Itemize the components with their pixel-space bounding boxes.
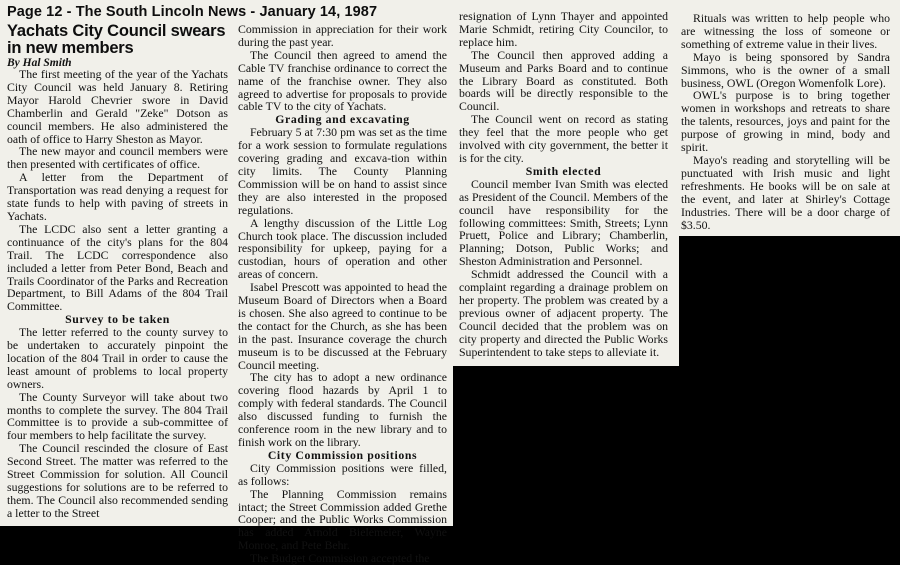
paragraph: Rituals was written to help people who are witnessing the loss of someone or something of extreme value in their lives. xyxy=(681,11,890,51)
paragraph: The Council went on record as stating they feel that the more people who get involved with city government, the better it is for the city. xyxy=(459,112,668,165)
column-3 xyxy=(459,10,668,360)
paragraph: City Commission positions were filled, as follows: xyxy=(238,460,447,488)
paragraph: OWL's purpose is to bring together women in workshops and retreats to share the talents, resources, joys and paint for the purpose of growing in mind, body and spirit. xyxy=(681,88,890,155)
paragraph: Isabel Prescott was appointed to head the Museum Board of Directors when a Board is chosen. She also agreed to continue to be the contact for the Church, as she has been in the past. Insurance coverage the church museum is to be discussed at the February Council meeting. xyxy=(238,280,447,372)
paragraph: The Council then approved adding a Museum and Parks Board and to continue the Library Board as constituted. Both boards will be directly responsible to the Council. xyxy=(459,47,668,114)
subheading-survey: Survey to be taken xyxy=(65,312,170,327)
paragraph: The letter referred to the county survey to be undertaken to accurately pinpoint the location of the 804 Trail in order to cause the least amount of problems to local property owners. xyxy=(7,325,228,391)
column-1 xyxy=(7,68,228,526)
subheading-smith: Smith elected xyxy=(525,163,602,178)
paragraph: The County Surveyor will take about two months to complete the survey. The 804 Trail Committee is to provide a sub-committee of four members to help facilitate the survey. xyxy=(7,389,228,443)
paragraph: The Planning Commission remains intact; the Street Commission added Grethe Cooper; and the Public Works Commission has added Arnold Bielemeier, Wayne Monroe, and Pete Behr. xyxy=(238,486,447,553)
paragraph: Mayo is being sponsored by Sandra Simmons, who is the owner of a small business, OWL (Oregon Womenfolk Lore). xyxy=(681,49,890,90)
paragraph: resignation of Lynn Thayer and appointed Marie Schmidt, retiring City Councilor, to replace him. xyxy=(459,9,668,49)
paragraph: Council member Ivan Smith was elected as President of the Council. Members of the council have responsibility for the following committees: Smith, Streets; Lynn Pruett, Police and Library; Chamberlin, Planning; Dotson, Public Works; and Sheston Administration and Personnel. xyxy=(459,176,668,269)
column-2 xyxy=(238,22,447,565)
masthead: Page 12 - The South Lincoln News - January 14, 1987 xyxy=(7,4,378,20)
paragraph: The Council then agreed to amend the Cable TV franchise ordinance to correct the name of the franchise owner. They also agreed to advertise for proposals to provide cable TV to the city of Yachats. xyxy=(238,47,447,114)
paragraph: Mayo's reading and storytelling will be punctuated with Irish music and light refreshments. He books will be on sale at the event, and later at Shirley's Cottage Industries. There will be a door charge of $3.50. xyxy=(681,152,890,232)
paragraph: A lengthy discussion of the Little Log Church took place. The discussion included responsibility for upkeep, paying for a custodian, hours of operation and other areas of concern. xyxy=(238,215,447,282)
subheading-grading: Grading and excavating xyxy=(275,112,410,127)
paragraph: Commission in appreciation for their work during the past year. xyxy=(238,22,447,49)
paragraph: February 5 at 7:30 pm was set as the time for a work session to formulate regulations covering grading and excava-tion within city limits. The County Planning Commission will be on hand to assist since they are also interested in the proposed regulations. xyxy=(238,125,447,217)
paragraph: The new mayor and council members were then presented with certificates of office. xyxy=(7,144,228,172)
headline: Yachats City Council swears in new members xyxy=(7,22,226,57)
byline: By Hal Smith xyxy=(7,57,72,69)
paragraph: The Budget Commission accepted the xyxy=(250,551,430,565)
paragraph: The first meeting of the year of the Yachats City Council was held January 8. Retiring Mayor Harold Chevrier swore in David Chamberlin and Gerald "Zeke" Dotson as council members. He also administered the oath of office to Harry Sheston as Mayor. xyxy=(7,67,228,146)
paragraph: The Council rescinded the closure of East Second Street. The matter was referred to the Street Commission for solution. All Council suggestions for solutions are to be referred to them. The Council also recommended sending a letter to the Street xyxy=(7,441,228,520)
paragraph: A letter from the Department of Transportation was read denying a request for state funds to help with paving of streets in Yachats. xyxy=(7,170,228,223)
paragraph: Schmidt addressed the Council with a complaint regarding a drainage problem on her property. The problem was created by a previous owner of adjacent property. The Council decided that the problem was on city property and directed the Public Works Superintendent to take steps to alleviate it. xyxy=(459,267,668,359)
paragraph: The city has to adopt a new ordinance covering flood hazards by April 1 to comply with federal standards. The Council also discussed funding to furnish the conference room in the new library and to finish work on the library. xyxy=(238,370,447,449)
paragraph: The LCDC also sent a letter granting a continuance of the city's plans for the 804 Trail. The LCDC correspondence also included a letter from Peter Bond, Beach and Trails Coordinator of the Parks and Recreation Department, to Bill Adams of the 804 Trail Committee. xyxy=(7,221,228,314)
subheading-commission: City Commission positions xyxy=(267,447,418,462)
column-4 xyxy=(681,12,890,232)
